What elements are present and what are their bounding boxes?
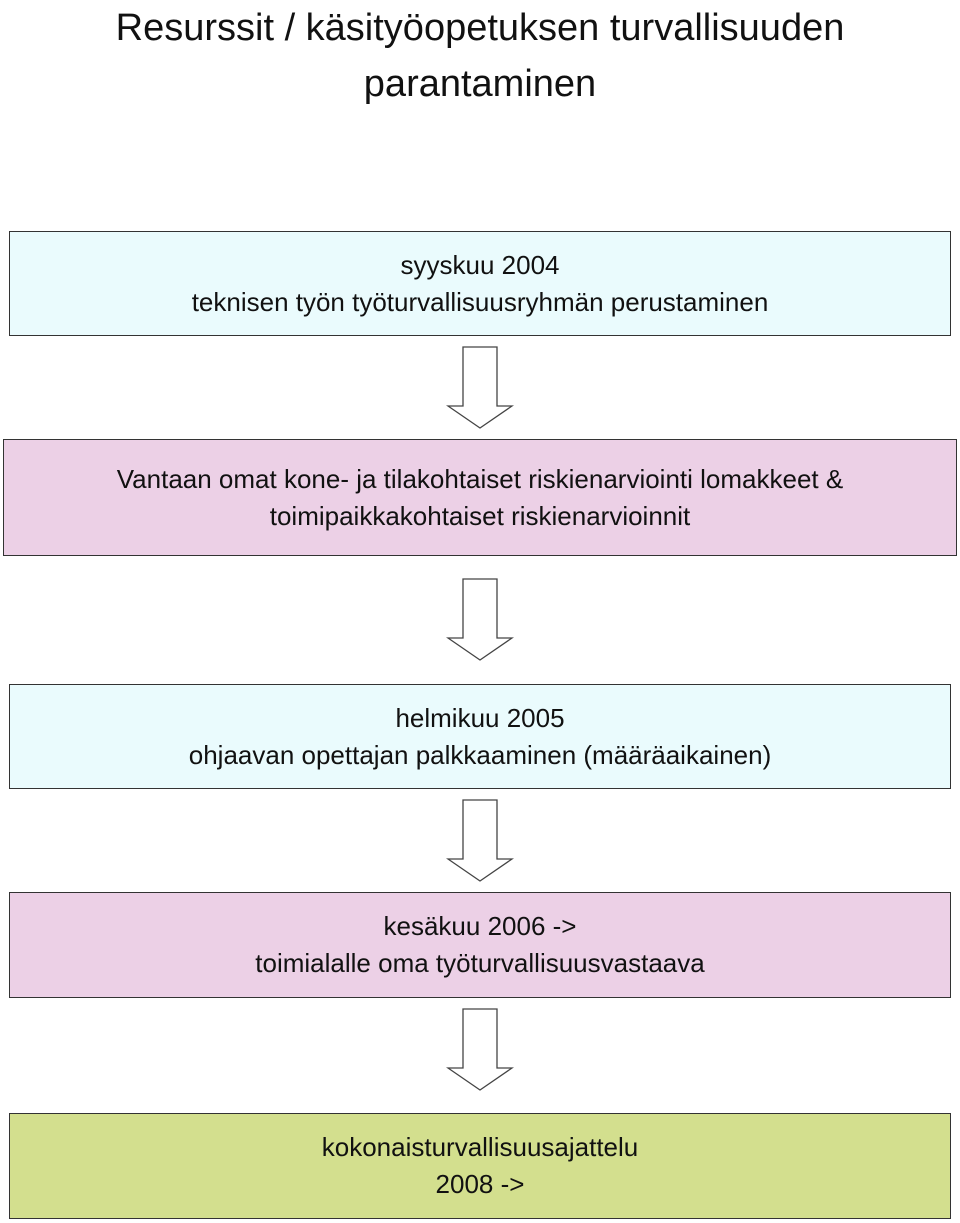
step-4-line-1: kesäkuu 2006 -> — [383, 911, 577, 941]
step-2-box — [3, 439, 957, 556]
step-4-box — [9, 892, 951, 998]
step-4-line-2: toimialalle oma työturvallisuusvastaava — [255, 948, 705, 978]
down-arrow-icon — [446, 799, 514, 883]
step-3-line-2: ohjaavan opettajan palkkaaminen (määräaikainen) — [188, 739, 772, 770]
title-line-2: parantaminen — [363, 63, 597, 105]
down-arrow-icon — [446, 346, 514, 430]
step-5-box — [9, 1113, 951, 1219]
step-1-box — [9, 231, 951, 336]
page-title — [0, 0, 960, 112]
title-line-1: Resurssit / käsityöopetuksen turvallisuuden — [115, 7, 845, 49]
step-5-line-2: 2008 -> — [435, 1169, 525, 1199]
step-2-line-1: Vantaan omat kone- ja tilakohtaiset riskienarviointi lomakkeet & — [116, 463, 844, 494]
step-1-line-1: syyskuu 2004 — [400, 249, 560, 280]
down-arrow-icon — [446, 578, 514, 662]
step-1-line-2: teknisen työn työturvallisuusryhmän perustaminen — [191, 286, 769, 317]
step-5-line-1: kokonaisturvallisuusajattelu — [321, 1132, 639, 1162]
step-2-line-2: toimipaikkakohtaiset riskienarvioinnit — [269, 500, 691, 531]
step-3-box — [9, 684, 951, 789]
down-arrow-icon — [446, 1008, 514, 1092]
step-3-line-1: helmikuu 2005 — [395, 702, 565, 733]
